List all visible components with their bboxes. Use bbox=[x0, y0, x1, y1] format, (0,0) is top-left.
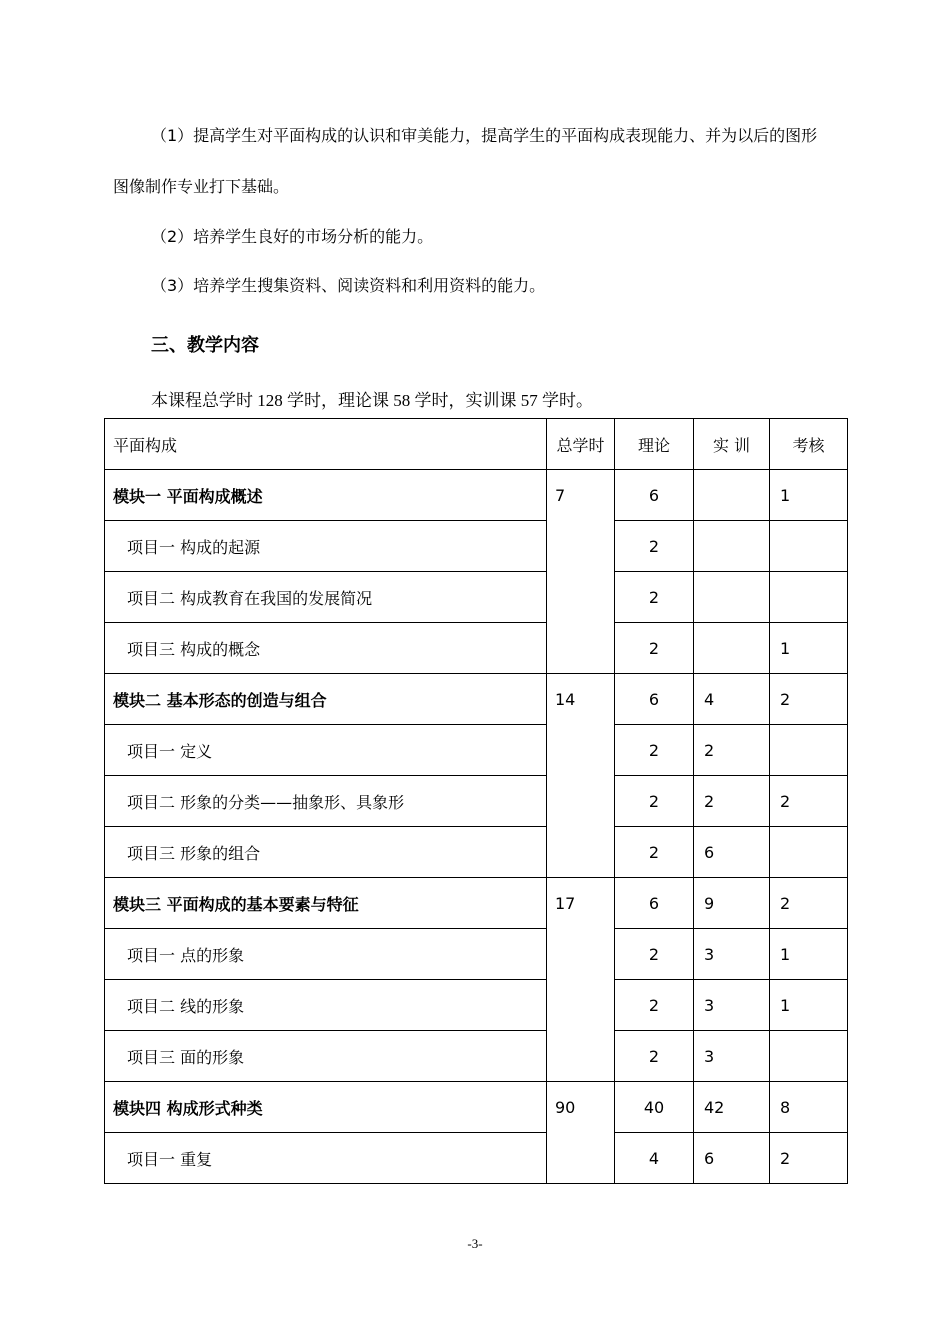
item-name: 项目一 定义 bbox=[105, 725, 547, 776]
practice-hours: 4 bbox=[694, 674, 770, 725]
module-name: 模块一 平面构成概述 bbox=[105, 470, 547, 521]
assessment-hours bbox=[770, 725, 848, 776]
item-row bbox=[105, 827, 848, 878]
item-row bbox=[105, 980, 848, 1031]
theory-hours: 4 bbox=[615, 1133, 694, 1184]
item-row bbox=[105, 929, 848, 980]
assessment-hours bbox=[770, 521, 848, 572]
assessment-hours: 1 bbox=[770, 929, 848, 980]
objective-1-line-1: （1）提高学生对平面构成的认识和审美能力，提高学生的平面构成表现能力、并为以后的图形 bbox=[151, 126, 818, 145]
assessment-hours: 2 bbox=[770, 1133, 848, 1184]
module-name: 模块三 平面构成的基本要素与特征 bbox=[105, 878, 547, 929]
assessment-hours bbox=[770, 827, 848, 878]
item-name: 项目一 重复 bbox=[105, 1133, 547, 1184]
item-name: 项目一 构成的起源 bbox=[105, 521, 547, 572]
objective-2: （2）培养学生良好的市场分析的能力。 bbox=[151, 227, 434, 246]
assessment-hours: 8 bbox=[770, 1082, 848, 1133]
theory-hours: 2 bbox=[615, 1031, 694, 1082]
header-total-hours: 总学时 bbox=[547, 419, 615, 470]
practice-hours bbox=[694, 572, 770, 623]
practice-hours: 3 bbox=[694, 980, 770, 1031]
module-name: 模块二 基本形态的创造与组合 bbox=[105, 674, 547, 725]
module-row bbox=[105, 1082, 848, 1133]
header-course: 平面构成 bbox=[105, 419, 547, 470]
assessment-hours bbox=[770, 1031, 848, 1082]
section-heading: 三、教学内容 bbox=[151, 335, 259, 356]
module-name: 模块四 构成形式种类 bbox=[105, 1082, 547, 1133]
item-name: 项目二 线的形象 bbox=[105, 980, 547, 1031]
practice-hours: 2 bbox=[694, 776, 770, 827]
practice-hours: 3 bbox=[694, 1031, 770, 1082]
objective-3: （3）培养学生搜集资料、阅读资料和利用资料的能力。 bbox=[151, 276, 546, 295]
item-row bbox=[105, 623, 848, 674]
assessment-hours: 1 bbox=[770, 470, 848, 521]
practice-hours: 6 bbox=[694, 1133, 770, 1184]
practice-hours: 9 bbox=[694, 878, 770, 929]
item-row bbox=[105, 725, 848, 776]
assessment-hours: 2 bbox=[770, 878, 848, 929]
theory-hours: 6 bbox=[615, 470, 694, 521]
theory-hours: 6 bbox=[615, 674, 694, 725]
practice-hours bbox=[694, 470, 770, 521]
module-total-hours: 90 bbox=[547, 1082, 615, 1184]
practice-hours: 2 bbox=[694, 725, 770, 776]
theory-hours: 2 bbox=[615, 572, 694, 623]
practice-hours bbox=[694, 521, 770, 572]
item-name: 项目三 面的形象 bbox=[105, 1031, 547, 1082]
item-name: 项目二 构成教育在我国的发展简况 bbox=[105, 572, 547, 623]
theory-hours: 40 bbox=[615, 1082, 694, 1133]
header-theory: 理论 bbox=[615, 419, 694, 470]
item-row bbox=[105, 776, 848, 827]
objective-1-line-2: 图像制作专业打下基础。 bbox=[113, 177, 290, 196]
theory-hours: 6 bbox=[615, 878, 694, 929]
theory-hours: 2 bbox=[615, 980, 694, 1031]
assessment-hours: 2 bbox=[770, 776, 848, 827]
theory-hours: 2 bbox=[615, 521, 694, 572]
theory-hours: 2 bbox=[615, 929, 694, 980]
theory-hours: 2 bbox=[615, 827, 694, 878]
item-row bbox=[105, 521, 848, 572]
theory-hours: 2 bbox=[615, 623, 694, 674]
module-total-hours: 7 bbox=[547, 470, 615, 674]
module-row bbox=[105, 878, 848, 929]
item-name: 项目三 构成的概念 bbox=[105, 623, 547, 674]
practice-hours: 3 bbox=[694, 929, 770, 980]
practice-hours: 6 bbox=[694, 827, 770, 878]
item-name: 项目一 点的形象 bbox=[105, 929, 547, 980]
item-name: 项目三 形象的组合 bbox=[105, 827, 547, 878]
assessment-hours: 1 bbox=[770, 980, 848, 1031]
assessment-hours: 1 bbox=[770, 623, 848, 674]
theory-hours: 2 bbox=[615, 776, 694, 827]
course-hours-table bbox=[104, 418, 848, 1184]
header-assessment: 考核 bbox=[770, 419, 848, 470]
module-row bbox=[105, 470, 848, 521]
item-row bbox=[105, 572, 848, 623]
page-number: -3- bbox=[467, 1236, 483, 1251]
hours-summary: 本课程总学时 128 学时，理论课 58 学时，实训课 57 学时。 bbox=[151, 391, 593, 410]
header-practice: 实 训 bbox=[694, 419, 770, 470]
practice-hours: 42 bbox=[694, 1082, 770, 1133]
item-row bbox=[105, 1031, 848, 1082]
theory-hours: 2 bbox=[615, 725, 694, 776]
item-name: 项目二 形象的分类——抽象形、具象形 bbox=[105, 776, 547, 827]
module-total-hours: 14 bbox=[547, 674, 615, 878]
assessment-hours bbox=[770, 572, 848, 623]
assessment-hours: 2 bbox=[770, 674, 848, 725]
module-row bbox=[105, 674, 848, 725]
item-row bbox=[105, 1133, 848, 1184]
practice-hours bbox=[694, 623, 770, 674]
table-header-row bbox=[105, 419, 848, 470]
module-total-hours: 17 bbox=[547, 878, 615, 1082]
